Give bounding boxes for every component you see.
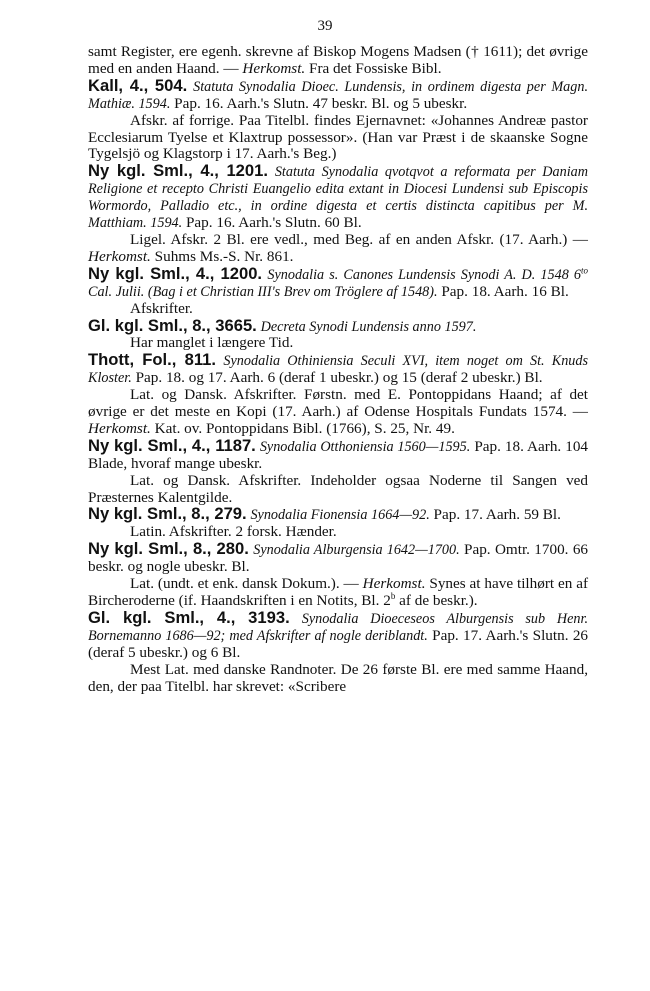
shelfmark: Ny kgl. Sml., 8., 280. — [88, 539, 249, 559]
note-text-end: Suhms Ms.-S. Nr. 861. — [150, 247, 294, 265]
entry-header — [88, 541, 588, 576]
entry-header — [88, 506, 588, 524]
manuscript-title: Synodalia Dioeceseos Alburgensis sub Henr. Bornemanno 1686—92; med Afskrifter af nogle deriblandt. — [88, 610, 588, 644]
manuscript-details: Pap. 16. Aarh.'s Slutn. 47 beskr. Bl. og 5 ubeskr. — [174, 94, 468, 112]
catalogue-entry — [88, 541, 588, 610]
manuscript-details: Pap. 18. Aarh. 16 Bl. — [441, 282, 569, 300]
catalogue-entry — [88, 75, 589, 164]
shelfmark: Gl. kgl. Sml., 4., 3193. — [88, 607, 290, 627]
manuscript-title: Synodalia Alburgensia 1642—1700. — [253, 542, 460, 559]
entry-header — [88, 75, 589, 113]
title-superscript: to — [580, 265, 588, 276]
entry-note: Har manglet i længere Tid. — [130, 334, 294, 352]
provenance-label: Herkomst. — [242, 59, 306, 77]
catalogue-entry — [88, 435, 589, 507]
note-text-end: af de beskr.). — [395, 592, 478, 609]
entry-note — [88, 232, 588, 266]
note-text: Ligel. Afskr. 2 Bl. ere vedl., med Beg. af en anden Afskr. (17. Aarh.) — — [130, 230, 588, 248]
manuscript-details: Pap. 17. Aarh.'s Slutn. 26 (deraf 5 ubeskr.) og 6 Bl. — [88, 626, 589, 661]
note-text: Lat. (undt. et enk. dansk Dokum.). — — [130, 575, 363, 593]
catalogue-entry — [88, 315, 588, 353]
shelfmark: Ny kgl. Sml., 8., 279. — [88, 504, 247, 524]
title-text-end: Cal. Julii. (Bag i et Christian III's Brev om Tröglere af 1548). — [88, 283, 438, 300]
entry-note: Latin. Afskrifter. 2 forsk. Hænder. — [130, 523, 337, 541]
shelfmark: Gl. kgl. Sml., 8., 3665. — [88, 315, 257, 335]
manuscript-title: Synodalia Fionensia 1664—92. — [250, 507, 430, 524]
intro-text: samt Register, ere egenh. skrevne af Biskop Mogens Madsen († 1611); det øvrige med en anden Haand. — — [88, 43, 588, 77]
entry-header — [88, 607, 589, 662]
provenance-label: Herkomst. — [88, 419, 151, 437]
manuscript-title: Statuta Synodalia Dioec. Lundensis, in ordinem digesta per Magn. Mathiæ. 1594. — [88, 78, 589, 112]
manuscript-title: Synodalia Otthoniensia 1560—1595. — [259, 438, 471, 455]
shelfmark: Ny kgl. Sml., 4., 1201. — [88, 161, 268, 181]
manuscript-title: Synodalia Othiniensia Seculi XVI, item noget om St. Knuds Kloster. — [88, 353, 588, 387]
manuscript-details: Pap. 18. Aarh. 104 Blade, hvoraf mange ubeskr. — [88, 437, 589, 472]
manuscript-title: Decreta Synodi Lundensis anno 1597. — [260, 318, 477, 335]
manuscript-details: Pap. 18. og 17. Aarh. 6 (deraf 1 ubeskr.) og 15 (deraf 2 ubeskr.) Bl. — [135, 369, 543, 387]
catalogue-entry — [88, 607, 589, 696]
catalogue-entry — [88, 352, 588, 438]
entry-header — [88, 263, 588, 301]
entry-header — [88, 315, 588, 336]
entry-note: Mest Lat. med danske Randnoter. De 26 første Bl. ere med samme Haand, den, der paa Titelbl. har skrevet: «Scribere — [88, 660, 588, 695]
manuscript-title: Statuta Synodalia qvotqvot a reformata per Daniam Religione et recepto Christi Euangelio edita extant in Diocesi Lundensi sub Episcopis Wormordo, Palladio etc., in ordine digesta et certis distincta capitibus per M. Matthiam. 1594. — [88, 164, 588, 232]
intro-text-end: Fra det Fossiske Bibl. — [305, 59, 442, 77]
entry-header — [88, 163, 588, 232]
provenance-label: Herkomst. — [362, 575, 426, 593]
entry-note: Afskr. af forrige. Paa Titelbl. findes Ejernavnet: «Johannes Andreæ pastor Ecclesiarum Tyelse et Klaxtrup possessor». (Han var Præst i de skaanske Sogne Tygelsjö og Klagstorp i 17. Aarh.'s Beg.) — [88, 111, 588, 163]
note-text-middle: Synes at have tilhørt en af Bircheroderne (if. Haandskriften i en Notits, Bl. 2 — [88, 575, 589, 609]
page-number: 39 — [317, 18, 333, 34]
shelfmark: Ny kgl. Sml., 4., 1187. — [88, 435, 256, 455]
shelfmark: Ny kgl. Sml., 4., 1200. — [88, 263, 263, 283]
note-superscript: b — [390, 590, 396, 601]
entry-header — [88, 352, 588, 387]
catalogue-entry — [88, 163, 588, 265]
shelfmark: Kall, 4., 504. — [88, 75, 188, 95]
title-text: Synodalia s. Canones Lundensis Synodi A. D. 1548 6 — [267, 266, 581, 283]
entry-note: Lat. og Dansk. Afskrifter. Indeholder ogsaa Noderne til Sangen ved Præsternes Kalentgilde. — [88, 471, 588, 506]
note-text: Lat. og Dansk. Afskrifter. Førstn. med E. Pontoppidans Haand; af det øvrige er det meste en Kopi (17. Aarh.) af Odense Hospitals Fundats 1574. — — [88, 386, 588, 421]
manuscript-details: Pap. 16. Aarh.'s Slutn. 60 Bl. — [185, 214, 362, 232]
catalogue-entry — [88, 263, 588, 318]
provenance-label: Herkomst. — [88, 247, 151, 265]
manuscript-details: Pap. Omtr. 1700. 66 beskr. og nogle ubeskr. Bl. — [88, 541, 589, 576]
entry-note — [88, 576, 588, 610]
entry-note — [88, 387, 588, 438]
catalogue-entry — [88, 506, 588, 541]
entry-header — [88, 435, 589, 473]
note-text-end: Kat. ov. Pontoppidans Bibl. (1766), S. 25, Nr. 49. — [150, 419, 455, 437]
entry-note: Afskrifter. — [130, 299, 193, 317]
shelfmark: Thott, Fol., 811. — [88, 350, 216, 370]
manuscript-details: Pap. 17. Aarh. 59 Bl. — [433, 506, 561, 524]
intro-paragraph — [88, 44, 588, 78]
catalogue-text — [88, 44, 588, 695]
